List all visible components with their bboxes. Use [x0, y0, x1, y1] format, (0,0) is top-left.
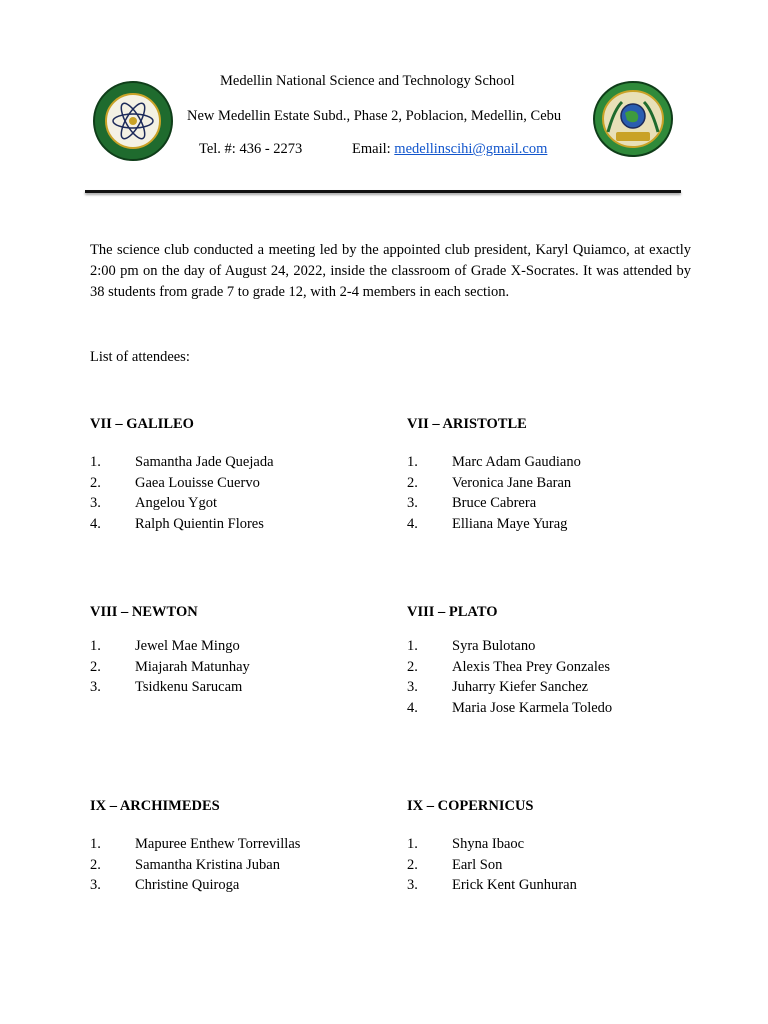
- attendee-name: Samantha Jade Quejada: [135, 454, 274, 470]
- section-title: IX – COPERNICUS: [407, 798, 534, 814]
- school-telephone: Tel. #: 436 - 2273: [199, 141, 303, 157]
- attendees-heading: List of attendees:: [90, 349, 190, 365]
- list-item: [407, 454, 707, 475]
- attendee-list: [407, 638, 707, 720]
- list-item: [90, 516, 390, 537]
- school-email-line: [352, 141, 547, 158]
- list-item: [407, 679, 707, 700]
- section-title: VII – ARISTOTLE: [407, 416, 527, 432]
- item-number: 3.: [90, 495, 101, 511]
- item-number: 2.: [90, 856, 101, 873]
- item-number: 2.: [90, 658, 101, 675]
- list-item: [90, 836, 390, 857]
- section-ix-copernicus: [407, 798, 707, 898]
- attendee-name: Juharry Kiefer Sanchez: [452, 679, 589, 695]
- attendee-list: [90, 836, 390, 898]
- attendee-name: Samantha Kristina Juban: [135, 856, 280, 873]
- attendee-name: Earl Son: [452, 856, 503, 873]
- attendee-name: Jewel Mae Mingo: [135, 638, 240, 654]
- school-name: Medellin National Science and Technology School: [220, 73, 515, 89]
- attendee-name: Tsidkenu Sarucam: [135, 679, 243, 695]
- list-item: [90, 659, 390, 680]
- item-number: 2.: [407, 856, 418, 873]
- attendee-name: Gaea Louisse Cuervo: [135, 474, 260, 491]
- school-seal-icon: [92, 80, 174, 162]
- list-item: [407, 475, 707, 496]
- attendee-name: Miajarah Matunhay: [135, 658, 250, 675]
- meeting-summary-paragraph: The science club conducted a meeting led by the appointed club president, Karyl Quiamco, at exactly 2:00 pm on the day of August 24, 2022, inside the classroom of Grade X-Socrates. It was attended by 38 students from grade 7 to grade 12, with 2-4 members in each section.: [90, 242, 691, 300]
- item-number: 3.: [90, 877, 101, 893]
- list-item: [90, 454, 390, 475]
- item-number: 1.: [407, 454, 418, 470]
- attendee-name: Elliana Maye Yurag: [452, 515, 568, 532]
- list-item: [407, 836, 707, 857]
- email-label: Email:: [352, 141, 395, 157]
- attendee-name: Christine Quiroga: [135, 877, 240, 893]
- item-number: 2.: [407, 474, 418, 491]
- list-item: [90, 679, 390, 700]
- header-divider: [85, 190, 681, 193]
- attendee-name: Angelou Ygot: [135, 495, 218, 511]
- list-item: [90, 638, 390, 659]
- list-item: [407, 516, 707, 537]
- item-number: 4.: [407, 699, 418, 716]
- attendee-list: [407, 454, 707, 536]
- item-number: 3.: [90, 679, 101, 695]
- email-link[interactable]: medellinscihi@gmail.com: [394, 141, 548, 157]
- list-item: [407, 638, 707, 659]
- list-item: [90, 877, 390, 898]
- science-club-seal-icon: [592, 80, 674, 158]
- item-number: 1.: [90, 836, 101, 852]
- list-item: [407, 659, 707, 680]
- item-number: 4.: [407, 515, 418, 532]
- item-number: 3.: [407, 679, 418, 695]
- school-address: New Medellin Estate Subd., Phase 2, Poblacion, Medellin, Cebu: [187, 108, 562, 124]
- item-number: 3.: [407, 495, 418, 511]
- section-vii-galileo: [90, 416, 390, 536]
- attendee-list: [90, 638, 390, 700]
- item-number: 2.: [407, 658, 418, 675]
- section-title: IX – ARCHIMEDES: [90, 798, 220, 814]
- attendee-name: Maria Jose Karmela Toledo: [452, 699, 613, 716]
- attendee-name: Syra Bulotano: [452, 638, 536, 654]
- attendee-name: Ralph Quientin Flores: [135, 515, 264, 532]
- list-item: [407, 877, 707, 898]
- attendee-list: [90, 454, 390, 536]
- attendee-name: Bruce Cabrera: [452, 495, 537, 511]
- section-vii-aristotle: [407, 416, 707, 536]
- section-title: VIII – NEWTON: [90, 604, 198, 620]
- science-club-seal-logo: [592, 80, 674, 158]
- section-title: VII – GALILEO: [90, 416, 194, 432]
- attendee-name: Shyna Ibaoc: [452, 836, 525, 852]
- list-item: [407, 700, 707, 721]
- attendee-name: Mapuree Enthew Torrevillas: [135, 836, 301, 852]
- item-number: 1.: [407, 836, 418, 852]
- list-item: [90, 475, 390, 496]
- list-item: [407, 857, 707, 878]
- school-seal-logo: [92, 80, 174, 162]
- item-number: 1.: [90, 638, 101, 654]
- section-ix-archimedes: [90, 798, 390, 898]
- attendee-name: Alexis Thea Prey Gonzales: [452, 658, 610, 675]
- section-title: VIII – PLATO: [407, 604, 498, 620]
- section-viii-plato: [407, 604, 707, 720]
- item-number: 1.: [90, 454, 101, 470]
- attendee-list: [407, 836, 707, 898]
- attendee-name: Marc Adam Gaudiano: [452, 454, 581, 470]
- list-item: [90, 495, 390, 516]
- attendee-name: Veronica Jane Baran: [452, 474, 572, 491]
- item-number: 2.: [90, 474, 101, 491]
- list-item: [90, 857, 390, 878]
- item-number: 1.: [407, 638, 418, 654]
- attendee-name: Erick Kent Gunhuran: [452, 877, 577, 893]
- section-viii-newton: [90, 604, 390, 700]
- list-item: [407, 495, 707, 516]
- item-number: 3.: [407, 877, 418, 893]
- item-number: 4.: [90, 515, 101, 532]
